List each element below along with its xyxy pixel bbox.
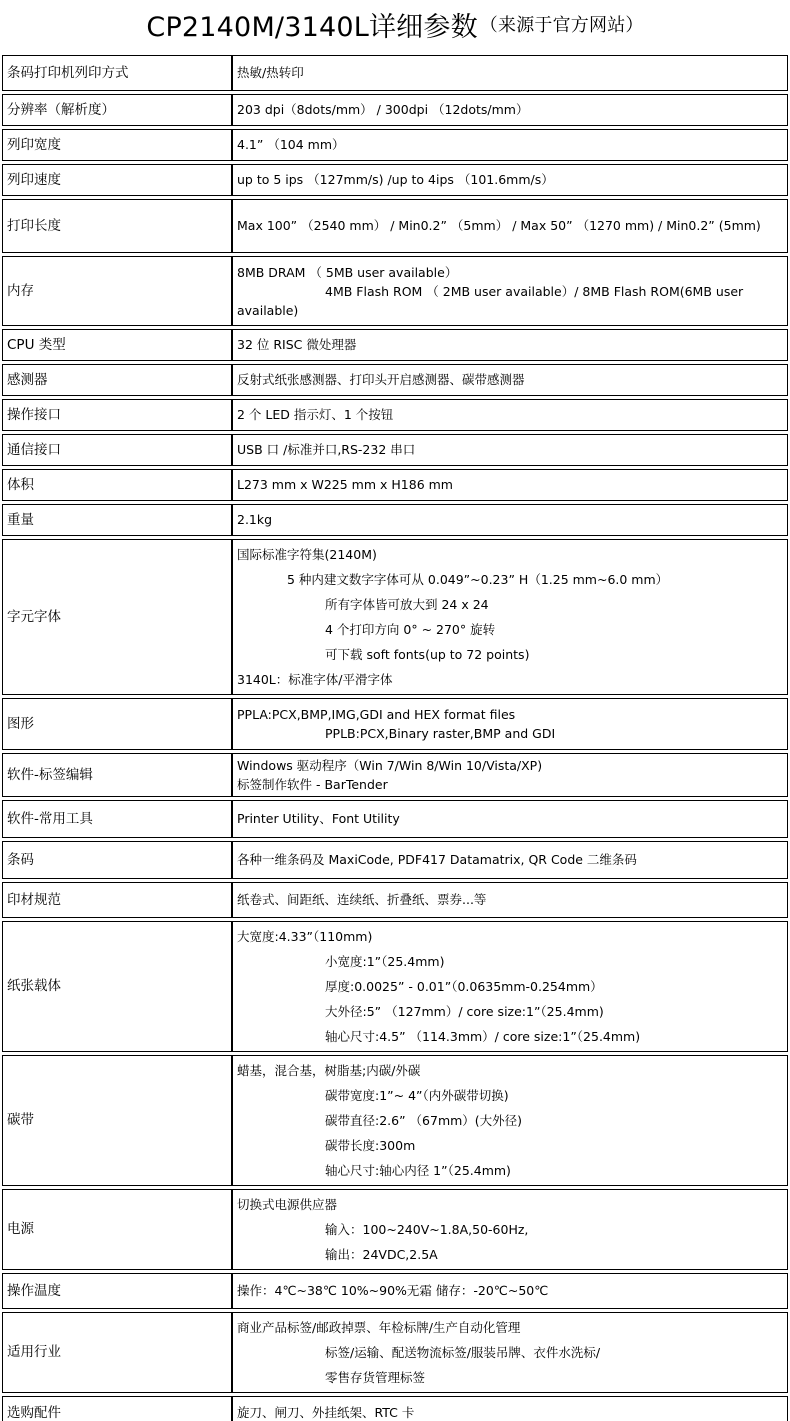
spec-value (232, 329, 788, 361)
spec-value-line: 轴心尺寸:轴心内径 1”（25.4mm) (325, 1163, 511, 1178)
spec-value-line: 标签/运输、配送物流标签/服装吊牌、衣件水洗标/ (325, 1345, 601, 1360)
page-title-main: CP2140M/3140L详细参数 (146, 11, 478, 43)
spec-row (2, 841, 788, 879)
spec-label: 列印速度 (2, 164, 232, 196)
spec-value (232, 55, 788, 91)
spec-value (232, 434, 788, 466)
spec-row (2, 1273, 788, 1309)
spec-value-line: 2.1kg (237, 512, 273, 527)
spec-value-line: 输入：100~240V~1.8A,50-60Hz, (325, 1222, 529, 1237)
spec-value-line: Max 100” （2540 mm） / Min0.2” （5mm） / Max 50” （1270 mm) / Min0.2” (5mm) (237, 218, 761, 233)
spec-label: CPU 类型 (2, 329, 232, 361)
spec-label: 操作接口 (2, 399, 232, 431)
spec-value-line: PPLB:PCX,Binary raster,BMP and GDI (325, 726, 556, 741)
spec-value-line: 商业产品标签/邮政掉票、年检标牌/生产自动化管理 (237, 1320, 521, 1335)
spec-value-line: USB 口 /标准并口,RS-232 串口 (237, 442, 416, 457)
spec-row (2, 364, 788, 396)
spec-value-line: 碳带宽度:1”~ 4”（内外碳带切换) (325, 1088, 509, 1103)
spec-row (2, 55, 788, 91)
spec-value-line: 国际标准字符集(2140M) (237, 547, 377, 562)
spec-value-line: 5 种内建文数字字体可从 0.049”~0.23” H（1.25 mm~6.0 mm） (287, 572, 669, 587)
spec-label: 重量 (2, 504, 232, 536)
spec-value (232, 199, 788, 253)
spec-row (2, 504, 788, 536)
spec-label: 选购配件 (2, 1396, 232, 1421)
spec-value-line: 厚度:0.0025” - 0.01”（0.0635mm-0.254mm） (325, 979, 603, 994)
spec-row (2, 329, 788, 361)
spec-value-line: 大宽度:4.33”（110mm) (237, 929, 373, 944)
spec-value (232, 1312, 788, 1393)
spec-row (2, 753, 788, 797)
spec-label: 适用行业 (2, 1312, 232, 1393)
spec-row (2, 800, 788, 838)
spec-label: 软件-标签编辑 (2, 753, 232, 797)
spec-value (232, 164, 788, 196)
spec-label: 通信接口 (2, 434, 232, 466)
spec-value-line: 输出：24VDC,2.5A (325, 1247, 438, 1262)
spec-value-line: 轴心尺寸:4.5” （114.3mm）/ core size:1”（25.4mm) (325, 1029, 641, 1044)
spec-label: 条码 (2, 841, 232, 879)
spec-value-line: 碳带长度:300m (325, 1138, 416, 1153)
spec-label: 纸张载体 (2, 921, 232, 1052)
spec-label: 感测器 (2, 364, 232, 396)
spec-row (2, 164, 788, 196)
spec-label: 电源 (2, 1189, 232, 1270)
spec-value-line: 32 位 RISC 微处理器 (237, 337, 357, 352)
spec-value-line: 零售存货管理标签 (325, 1370, 426, 1385)
spec-value-line: 反射式纸张感测器、打印头开启感测器、碳带感测器 (237, 372, 525, 387)
spec-value-line: 4MB Flash ROM （ 2MB user available）/ 8MB Flash ROM(6MB user available) (237, 283, 744, 318)
spec-value (232, 921, 788, 1052)
spec-label: 图形 (2, 698, 232, 750)
page-title (0, 0, 790, 48)
spec-value (232, 1273, 788, 1309)
spec-value-line: 2 个 LED 指示灯、1 个按钮 (237, 407, 394, 422)
spec-value-line: 标签制作软件 - BarTender (237, 777, 388, 792)
spec-row (2, 1396, 788, 1421)
spec-label: 碳带 (2, 1055, 232, 1186)
spec-row (2, 1055, 788, 1186)
spec-table (2, 52, 788, 1421)
spec-value (232, 841, 788, 879)
spec-value (232, 399, 788, 431)
spec-label: 字元字体 (2, 539, 232, 695)
spec-row (2, 1312, 788, 1393)
spec-value-line: 4.1” （104 mm） (237, 137, 345, 152)
spec-value-line: 可下载 soft fonts(up to 72 points) (325, 647, 530, 662)
spec-label: 操作温度 (2, 1273, 232, 1309)
spec-row (2, 399, 788, 431)
page-title-source-note: （来源于官方网站） (479, 15, 644, 36)
spec-value-line: 4 个打印方向 0° ~ 270° 旋转 (325, 622, 496, 637)
spec-value (232, 1055, 788, 1186)
spec-label: 条码打印机列印方式 (2, 55, 232, 91)
spec-row (2, 199, 788, 253)
spec-value (232, 256, 788, 326)
spec-label: 软件-常用工具 (2, 800, 232, 838)
spec-value (232, 1189, 788, 1270)
spec-value-line: 203 dpi（8dots/mm） / 300dpi （12dots/mm） (237, 102, 529, 117)
spec-value-line: 3140L：标准字体/平滑字体 (237, 672, 393, 687)
spec-value (232, 504, 788, 536)
spec-value (232, 129, 788, 161)
spec-value-line: 旋刀、闸刀、外挂纸架、RTC 卡 (237, 1405, 415, 1420)
spec-label: 印材规范 (2, 882, 232, 918)
spec-value (232, 698, 788, 750)
spec-value-line: 各种一维条码及 MaxiCode, PDF417 Datamatrix, QR Code 二维条码 (237, 852, 637, 867)
spec-value (232, 539, 788, 695)
spec-value (232, 800, 788, 838)
spec-value (232, 364, 788, 396)
spec-value-line: 切换式电源供应器 (237, 1197, 338, 1212)
spec-row (2, 921, 788, 1052)
spec-value-line: 操作：4℃~38℃ 10%~90%无霜 储存：-20℃~50℃ (237, 1283, 549, 1298)
spec-row (2, 434, 788, 466)
spec-value-line: 大外径:5” （127mm）/ core size:1”（25.4mm) (325, 1004, 604, 1019)
spec-value-line: up to 5 ips （127mm/s) /up to 4ips （101.6mm/s） (237, 172, 554, 187)
spec-value (232, 882, 788, 918)
spec-value-line: PPLA:PCX,BMP,IMG,GDI and HEX format files (237, 707, 516, 722)
spec-value-line: Printer Utility、Font Utility (237, 811, 400, 826)
spec-table-body (2, 55, 788, 1421)
spec-row (2, 469, 788, 501)
spec-label: 分辨率（解析度） (2, 94, 232, 126)
spec-label: 打印长度 (2, 199, 232, 253)
spec-label: 体积 (2, 469, 232, 501)
spec-value (232, 469, 788, 501)
spec-row (2, 539, 788, 695)
spec-value-line: 热敏/热转印 (237, 65, 304, 80)
spec-value (232, 753, 788, 797)
spec-value-line: 所有字体皆可放大到 24 x 24 (325, 597, 489, 612)
spec-value (232, 94, 788, 126)
spec-value-line: 蜡基，混合基，树脂基;内碳/外碳 (237, 1063, 421, 1078)
spec-row (2, 698, 788, 750)
spec-value-line: 碳带直径:2.6” （67mm）(大外径) (325, 1113, 523, 1128)
spec-row (2, 882, 788, 918)
spec-value-line: 小宽度:1”（25.4mm) (325, 954, 445, 969)
spec-row (2, 129, 788, 161)
spec-value-line: 8MB DRAM （ 5MB user available） (237, 264, 458, 280)
spec-value-line: Windows 驱动程序（Win 7/Win 8/Win 10/Vista/XP) (237, 758, 543, 773)
spec-value (232, 1396, 788, 1421)
spec-row (2, 256, 788, 326)
spec-row (2, 1189, 788, 1270)
spec-value-line: L273 mm x W225 mm x H186 mm (237, 477, 453, 492)
spec-value-line: 纸卷式、间距纸、连续纸、折叠纸、票券...等 (237, 892, 487, 907)
spec-label: 内存 (2, 256, 232, 326)
spec-row (2, 94, 788, 126)
spec-label: 列印宽度 (2, 129, 232, 161)
